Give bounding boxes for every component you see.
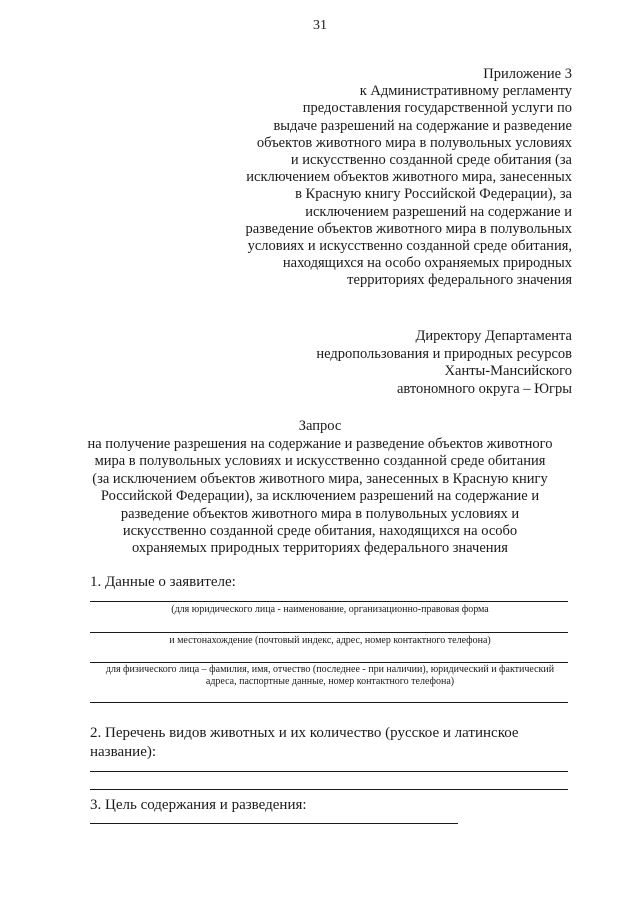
applicant-name-line[interactable] xyxy=(90,601,568,602)
appendix-line: разведение объектов животного мира в полувольных xyxy=(245,220,572,237)
section-title-line: 2. Перечень видов животных и их количество (русское и латинское xyxy=(90,725,519,741)
animals-line-2[interactable] xyxy=(90,789,568,790)
appendix-line: объектов животного мира в полувольных условиях xyxy=(256,134,572,151)
addressee-block xyxy=(172,328,572,398)
appendix-line: в Красную книгу Российской Федерации), за xyxy=(295,186,572,203)
appendix-line: исключением объектов животного мира, занесенных xyxy=(246,169,572,186)
request-line: мира в полувольных условиях и искусственно созданной среде обитания xyxy=(94,453,546,470)
applicant-extra-line[interactable] xyxy=(90,702,568,703)
applicant-hint-legal: (для юридического лица - наименование, организационно-правовая форма xyxy=(171,604,489,615)
appendix-line: выдаче разрешений на содержание и разведение xyxy=(273,117,572,134)
appendix-line: к Административному регламенту xyxy=(359,83,572,100)
addressee-line: автономного округа – Югры xyxy=(396,380,572,397)
request-line: искусственно созданной среде обитания, находящихся на особо xyxy=(122,523,518,540)
request-title xyxy=(60,436,580,558)
appendix-line: Приложение 3 xyxy=(483,66,572,82)
request-heading: Запрос xyxy=(298,418,342,434)
purpose-line[interactable] xyxy=(90,823,458,824)
appendix-header xyxy=(172,66,572,290)
appendix-line: исключением разрешений на содержание и xyxy=(305,203,572,220)
request-line: на получение разрешения на содержание и разведение объектов животного xyxy=(87,436,553,452)
appendix-line: находящихся на особо охраняемых природных xyxy=(282,255,572,272)
applicant-address-line[interactable] xyxy=(90,632,568,633)
section-purpose-title: 3. Цель содержания и разведения: xyxy=(90,797,307,813)
section-animals-title xyxy=(90,724,519,762)
applicant-hint-individual xyxy=(90,664,570,688)
appendix-line: предоставления государственной услуги по xyxy=(302,100,572,117)
hint-line: для физического лица – фамилия, имя, отчество (последнее - при наличии), юридический и фактический xyxy=(105,664,555,675)
request-line: Российской Федерации), за исключением разрешений на содержание и xyxy=(100,488,540,505)
addressee-line: недропользования и природных ресурсов xyxy=(316,345,572,362)
section-applicant-title: 1. Данные о заявителе: xyxy=(90,574,236,590)
request-line: разведение объектов животного мира в полувольных условиях и xyxy=(120,505,520,522)
hint-line: адреса, паспортные данные, номер контактного телефона) xyxy=(205,676,455,687)
addressee-line: Директору Департамента xyxy=(415,328,572,344)
animals-line-1[interactable] xyxy=(90,771,568,772)
appendix-line: условиях и искусственно созданной среде обитания, xyxy=(247,238,572,255)
appendix-line: и искусственно созданной среде обитания (за xyxy=(290,152,572,169)
applicant-individual-line[interactable] xyxy=(90,662,568,663)
appendix-line: территориях федерального значения xyxy=(347,272,572,289)
request-line: (за исключением объектов животного мира, занесенных в Красную книгу xyxy=(92,470,548,487)
section-title-line: название): xyxy=(90,744,157,760)
page-number: 31 xyxy=(313,18,327,33)
applicant-hint-location: и местонахождение (почтовый индекс, адрес, номер контактного телефона) xyxy=(169,635,491,646)
request-line: охраняемых природных территориях федерального значения xyxy=(132,540,508,557)
addressee-line: Ханты-Мансийского xyxy=(444,363,572,379)
